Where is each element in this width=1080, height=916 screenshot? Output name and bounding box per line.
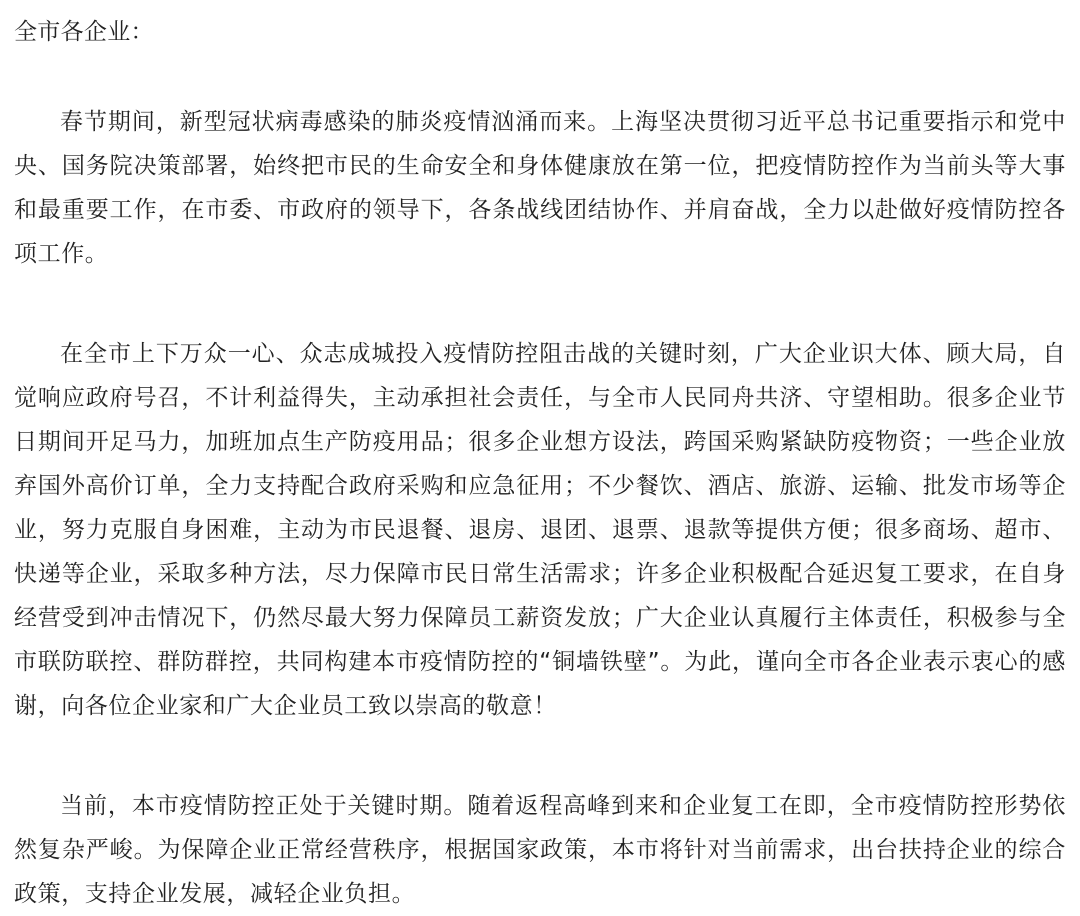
paragraph-enterprise-contributions: 在全市上下万众一心、众志成城投入疫情防控阻击战的关键时刻，广大企业识大体、顾大局，自觉响应政府号召，不计利益得失，主动承担社会责任，与全市人民同舟共济、守望相助。很多企业节日期间开足马力，加班加点生产防疫用品；很多企业想方设法，跨国采购紧缺防疫物资；一些企业放弃国外高价订单，全力支持配合政府采购和应急征用；不少餐饮、酒店、旅游、运输、批发市场等企业，努力克服自身困难，主动为市民退餐、退房、退团、退票、退款等提供方便；很多商场、超市、快递等企业，采取多种方法，尽力保障市民日常生活需求；许多企业积极配合延迟复工要求，在自身经营受到冲击情况下，仍然尽最大努力保障员工薪资发放；广大企业认真履行主体责任，积极参与全市联防联控、群防群控，共同构建本市疫情防控的“铜墙铁壁”。为此，谨向全市各企业表示衷心的感谢，向各位企业家和广大企业员工致以崇高的敬意！ (14, 341, 1066, 719)
salutation: 全市各企业： (14, 19, 154, 45)
paragraph-spring-festival: 春节期间，新型冠状病毒感染的肺炎疫情汹涌而来。上海坚决贯彻习近平总书记重要指示和党中央、国务院决策部署，始终把市民的生命安全和身体健康放在第一位，把疫情防控作为当前头等大事和最重要工作，在市委、市政府的领导下，各条战线团结协作、并肩奋战，全力以赴做好疫情防控各项工作。 (14, 109, 1066, 267)
paragraph-current-situation: 当前，本市疫情防控正处于关键时期。随着返程高峰到来和企业复工在即，全市疫情防控形势依然复杂严峻。为保障企业正常经营秩序，根据国家政策，本市将针对当前需求，出台扶持企业的综合政策，支持企业发展，减轻企业负担。 (14, 793, 1066, 907)
